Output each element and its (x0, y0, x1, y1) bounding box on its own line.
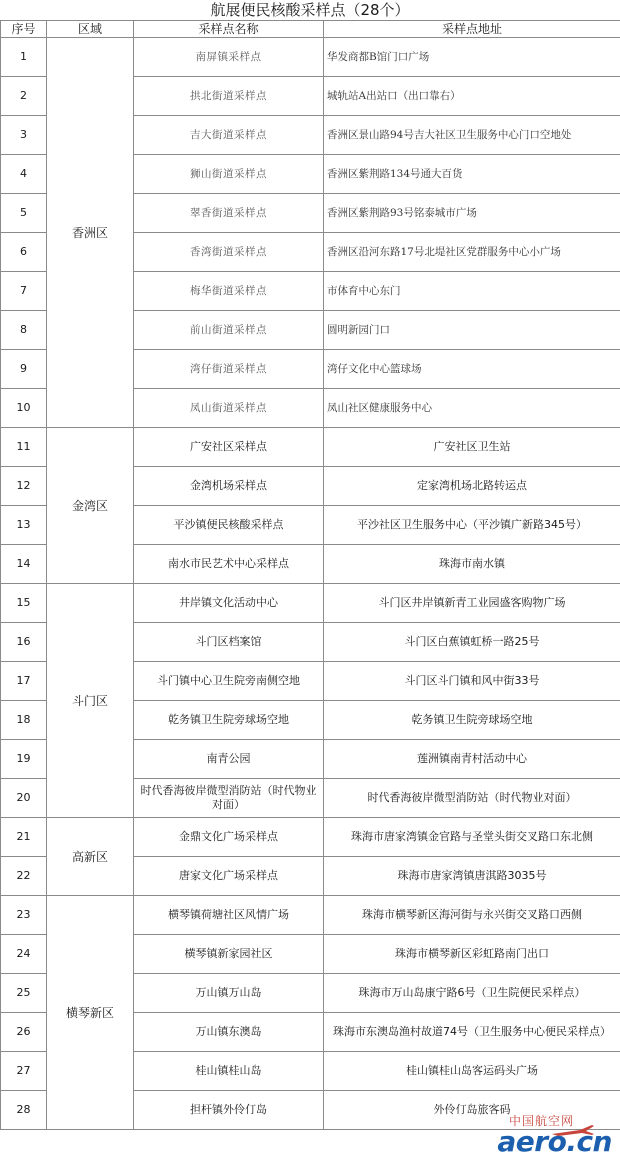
header-district: 区域 (47, 21, 134, 38)
site-address-cell: 广安社区卫生站 (324, 428, 620, 467)
site-address-cell: 平沙社区卫生服务中心（平沙镇广新路345号） (324, 506, 620, 545)
row-number: 10 (1, 389, 47, 428)
table-row (1, 896, 620, 935)
site-address-cell: 市体育中心东门 (324, 272, 620, 311)
site-address-cell: 珠海市唐家湾镇唐淇路3035号 (324, 857, 620, 896)
site-address-cell: 珠海市唐家湾镇金官路与圣堂头街交叉路口东北侧 (324, 818, 620, 857)
district-group-xiangzhou (1, 38, 620, 428)
site-name-cell: 平沙镇便民核酸采样点 (134, 506, 324, 545)
district-group-doumen (1, 584, 620, 818)
site-address-cell: 珠海市万山岛康宁路6号（卫生院便民采样点） (324, 974, 620, 1013)
watermark-en-text: aero.cn (497, 1125, 612, 1158)
site-name-cell: 担杆镇外伶仃岛 (134, 1091, 324, 1130)
row-number: 25 (1, 974, 47, 1013)
site-address-cell: 乾务镇卫生院旁球场空地 (324, 701, 620, 740)
site-name-cell: 南水市民艺术中心采样点 (134, 545, 324, 584)
table-row (1, 584, 620, 623)
row-number: 12 (1, 467, 47, 506)
site-address-cell: 珠海市横琴新区彩虹路南门出口 (324, 935, 620, 974)
district-cell: 横琴新区 (47, 896, 134, 1130)
row-number: 27 (1, 1052, 47, 1091)
table-row (1, 818, 620, 857)
site-name-cell: 时代香海彼岸微型消防站（时代物业对面） (134, 779, 324, 818)
header-number: 序号 (1, 21, 47, 38)
row-number: 23 (1, 896, 47, 935)
site-name-cell: 横琴镇新家园社区 (134, 935, 324, 974)
site-address-cell: 桂山镇桂山岛客运码头广场 (324, 1052, 620, 1091)
site-name-cell: 湾仔街道采样点 (134, 350, 324, 389)
row-number: 21 (1, 818, 47, 857)
site-name-cell: 金湾机场采样点 (134, 467, 324, 506)
site-name-cell: 南青公园 (134, 740, 324, 779)
row-number: 20 (1, 779, 47, 818)
site-address-cell: 香洲区紫荆路134号通大百货 (324, 155, 620, 194)
header-site-name: 采样点名称 (134, 21, 324, 38)
site-address-cell: 时代香海彼岸微型消防站（时代物业对面） (324, 779, 620, 818)
site-name-cell: 狮山街道采样点 (134, 155, 324, 194)
site-name-cell: 井岸镇文化活动中心 (134, 584, 324, 623)
row-number: 24 (1, 935, 47, 974)
row-number: 2 (1, 77, 47, 116)
site-address-cell: 香洲区景山路94号吉大社区卫生服务中心门口空地处 (324, 116, 620, 155)
row-number: 6 (1, 233, 47, 272)
site-name-cell: 斗门镇中心卫生院旁南侧空地 (134, 662, 324, 701)
row-number: 13 (1, 506, 47, 545)
row-number: 11 (1, 428, 47, 467)
site-address-cell: 定家湾机场北路转运点 (324, 467, 620, 506)
district-group-jinwan (1, 428, 620, 584)
site-address-cell: 湾仔文化中心篮球场 (324, 350, 620, 389)
site-name-cell: 斗门区档案馆 (134, 623, 324, 662)
site-address-cell: 斗门区白蕉镇虹桥一路25号 (324, 623, 620, 662)
row-number: 3 (1, 116, 47, 155)
site-name-cell: 吉大街道采样点 (134, 116, 324, 155)
site-name-cell: 拱北街道采样点 (134, 77, 324, 116)
site-address-cell: 圆明新园门口 (324, 311, 620, 350)
aero-cn-watermark (454, 1112, 614, 1158)
district-cell: 香洲区 (47, 38, 134, 428)
site-name-cell: 翠香街道采样点 (134, 194, 324, 233)
row-number: 28 (1, 1091, 47, 1130)
row-number: 26 (1, 1013, 47, 1052)
district-group-gaoxin (1, 818, 620, 896)
row-number: 9 (1, 350, 47, 389)
site-address-cell: 外伶仃岛旅客码 (324, 1091, 620, 1130)
site-name-cell: 乾务镇卫生院旁球场空地 (134, 701, 324, 740)
site-name-cell: 梅华街道采样点 (134, 272, 324, 311)
header-site-address: 采样点地址 (324, 21, 620, 38)
site-address-cell: 斗门区井岸镇新青工业园盛客购物广场 (324, 584, 620, 623)
site-name-cell: 金鼎文化广场采样点 (134, 818, 324, 857)
site-address-cell: 城轨站A出站口（出口靠右） (324, 77, 620, 116)
row-number: 4 (1, 155, 47, 194)
row-number: 1 (1, 38, 47, 77)
site-name-cell: 横琴镇荷塘社区风情广场 (134, 896, 324, 935)
district-cell: 高新区 (47, 818, 134, 896)
row-number: 5 (1, 194, 47, 233)
site-address-cell: 珠海市南水镇 (324, 545, 620, 584)
site-address-cell: 珠海市横琴新区海河街与永兴街交叉路口西侧 (324, 896, 620, 935)
district-cell: 金湾区 (47, 428, 134, 584)
site-name-cell: 万山镇东澳岛 (134, 1013, 324, 1052)
table-row (1, 38, 620, 77)
site-address-cell: 香洲区沿河东路17号北堤社区党群服务中心小广场 (324, 233, 620, 272)
row-number: 18 (1, 701, 47, 740)
site-name-cell: 桂山镇桂山岛 (134, 1052, 324, 1091)
site-address-cell: 珠海市东澳岛渔村故道74号（卫生服务中心便民采样点） (324, 1013, 620, 1052)
site-address-cell: 华发商都B馆门口广场 (324, 38, 620, 77)
site-name-cell: 广安社区采样点 (134, 428, 324, 467)
row-number: 22 (1, 857, 47, 896)
row-number: 7 (1, 272, 47, 311)
site-address-cell: 莲洲镇南青村活动中心 (324, 740, 620, 779)
site-name-cell: 香湾街道采样点 (134, 233, 324, 272)
row-number: 19 (1, 740, 47, 779)
site-name-cell: 前山街道采样点 (134, 311, 324, 350)
site-name-cell: 万山镇万山岛 (134, 974, 324, 1013)
site-address-cell: 香洲区紫荆路93号铭泰城市广场 (324, 194, 620, 233)
district-cell: 斗门区 (47, 584, 134, 818)
row-number: 16 (1, 623, 47, 662)
table-header-row (1, 21, 620, 38)
site-name-cell: 南屏镇采样点 (134, 38, 324, 77)
sampling-sites-table (0, 20, 620, 1130)
row-number: 17 (1, 662, 47, 701)
table-row (1, 428, 620, 467)
district-group-hengqin (1, 896, 620, 1130)
row-number: 8 (1, 311, 47, 350)
row-number: 14 (1, 545, 47, 584)
site-address-cell: 斗门区斗门镇和风中街33号 (324, 662, 620, 701)
site-name-cell: 凤山街道采样点 (134, 389, 324, 428)
row-number: 15 (1, 584, 47, 623)
site-address-cell: 凤山社区健康服务中心 (324, 389, 620, 428)
document-title: 航展便民核酸采样点（28个） (210, 1, 410, 19)
site-name-cell: 唐家文化广场采样点 (134, 857, 324, 896)
watermark-cn-text: 中国航空网 (508, 1114, 574, 1128)
